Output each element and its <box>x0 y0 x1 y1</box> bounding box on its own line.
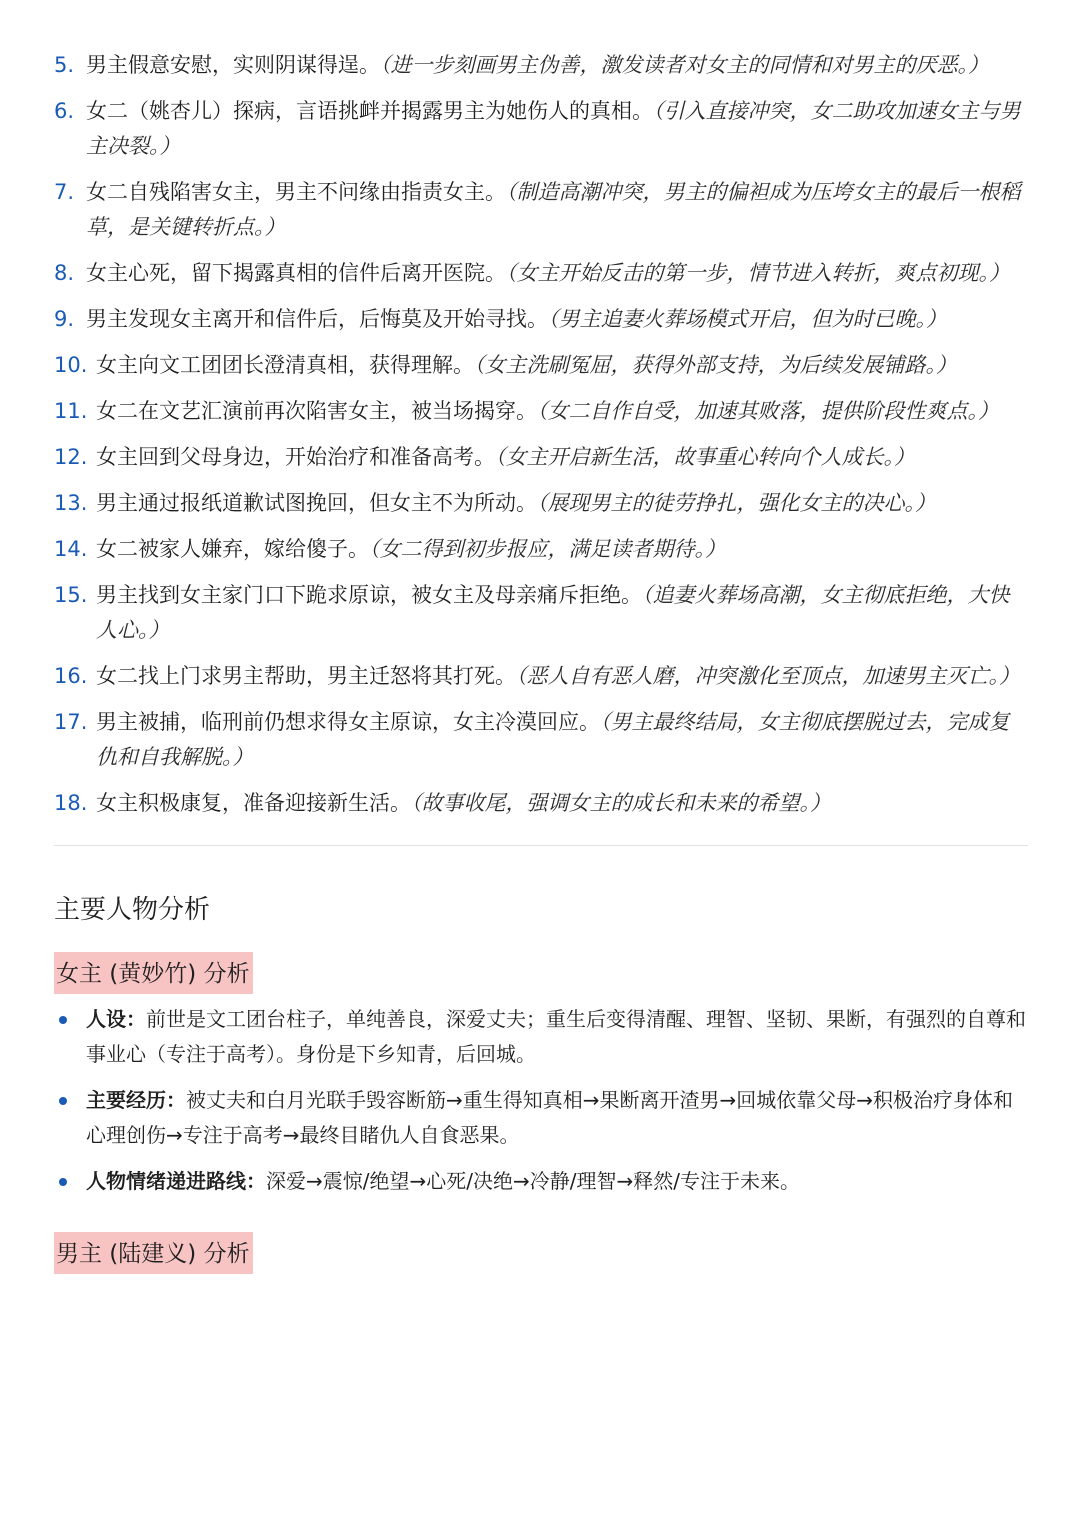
bullet-dot-icon <box>59 1178 67 1186</box>
plot-item <box>54 786 1028 821</box>
plot-item-number: 14. <box>54 537 88 561</box>
section-divider <box>54 845 1028 846</box>
plot-item-number: 5. <box>54 53 75 77</box>
plot-item-note: （引入直接冲突，女二助攻加速女主与男主决裂。） <box>86 99 1021 158</box>
bullet-dot-icon <box>59 1097 67 1105</box>
plot-item-note: （追妻火葬场高潮，女主彻底拒绝，大快人心。） <box>96 583 1010 642</box>
plot-item-number: 8. <box>54 261 75 285</box>
plot-item-number: 9. <box>54 307 75 331</box>
plot-item-note: （进一步刻画男主伪善，激发读者对女主的同情和对男主的厌恶。） <box>380 53 989 77</box>
plot-item-text: 男主通过报纸道歉试图挽回，但女主不为所动。 <box>96 491 537 515</box>
plot-item-number: 15. <box>54 583 88 607</box>
plot-item-text: 女主心死，留下揭露真相的信件后离开医院。 <box>86 261 506 285</box>
plot-item-note: （女主开启新生活，故事重心转向个人成长。） <box>495 445 915 469</box>
plot-item-text: 男主发现女主离开和信件后，后悔莫及开始寻找。 <box>86 307 548 331</box>
plot-item-note: （女二得到初步报应，满足读者期待。） <box>369 537 726 561</box>
trait-key: 主要经历： <box>86 1088 186 1112</box>
plot-item <box>54 175 1028 245</box>
plot-item <box>54 48 1028 83</box>
plot-item-note: （展现男主的徒劳挣扎，强化女主的决心。） <box>537 491 936 515</box>
plot-item-number: 16. <box>54 664 88 688</box>
plot-item <box>54 532 1028 567</box>
plot-item <box>54 94 1028 164</box>
plot-item-text: 女二找上门求男主帮助，男主迁怒将其打死。 <box>96 664 516 688</box>
plot-item-note: （女主开始反击的第一步，情节进入转折，爽点初现。） <box>506 261 1010 285</box>
plot-item <box>54 486 1028 521</box>
plot-outline-list <box>54 48 1028 821</box>
plot-item <box>54 302 1028 337</box>
plot-item-note: （故事收尾，强调女主的成长和未来的希望。） <box>411 791 831 815</box>
trait-key: 人设： <box>86 1007 146 1031</box>
plot-item-text: 女二被家人嫌弃，嫁给傻子。 <box>96 537 369 561</box>
plot-item <box>54 705 1028 775</box>
plot-item-text: 女二自残陷害女主，男主不问缘由指责女主。 <box>86 180 506 204</box>
trait-item <box>54 1002 1028 1072</box>
plot-item-text: 女主积极康复，准备迎接新生活。 <box>96 791 411 815</box>
plot-item-text: 男主找到女主家门口下跪求原谅，被女主及母亲痛斥拒绝。 <box>96 583 642 607</box>
female-lead-heading: 女主 (黄妙竹) 分析 <box>54 952 253 994</box>
plot-item-text: 女二在文艺汇演前再次陷害女主，被当场揭穿。 <box>96 399 537 423</box>
plot-item-text: 男主被捕，临刑前仍想求得女主原谅，女主冷漠回应。 <box>96 710 600 734</box>
female-lead-traits-list <box>54 1002 1028 1199</box>
section-title: 主要人物分析 <box>54 895 211 925</box>
plot-item-note: （制造高潮冲突，男主的偏袒成为压垮女主的最后一根稻草，是关键转折点。） <box>86 180 1021 239</box>
plot-item-number: 6. <box>54 99 75 123</box>
trait-item <box>54 1083 1028 1153</box>
plot-item-text: 女二（姚杏儿）探病，言语挑衅并揭露男主为她伤人的真相。 <box>86 99 653 123</box>
plot-item <box>54 659 1028 694</box>
trait-value: 被丈夫和白月光联手毁容断筋→重生得知真相→果断离开渣男→回城依靠父母→积极治疗身体和心理创伤→专注于高考→最终目睹仇人自食恶果。 <box>86 1088 1014 1147</box>
trait-value: 深爱→震惊/绝望→心死/决绝→冷静/理智→释然/专注于未来。 <box>266 1169 800 1193</box>
plot-item-note: （恶人自有恶人磨，冲突激化至顶点，加速男主灭亡。） <box>516 664 1020 688</box>
plot-item-note: （男主追妻火葬场模式开启，但为时已晚。） <box>548 307 947 331</box>
plot-item-note: （女主洗刷冤屈，获得外部支持，为后续发展铺路。） <box>474 353 957 377</box>
plot-item-number: 10. <box>54 353 88 377</box>
plot-item-text: 女主回到父母身边，开始治疗和准备高考。 <box>96 445 495 469</box>
trait-value: 前世是文工团台柱子，单纯善良，深爱丈夫；重生后变得清醒、理智、坚韧、果断，有强烈的自尊和事业心（专注于高考）。身份是下乡知青，后回城。 <box>86 1007 1026 1066</box>
plot-item-number: 18. <box>54 791 88 815</box>
plot-item-number: 11. <box>54 399 88 423</box>
plot-item-note: （男主最终结局，女主彻底摆脱过去，完成复仇和自我解脱。） <box>96 710 1010 769</box>
trait-key: 人物情绪递进路线： <box>86 1169 266 1193</box>
male-lead-heading: 男主 (陆建义) 分析 <box>54 1232 253 1274</box>
plot-item-number: 17. <box>54 710 88 734</box>
plot-item-note: （女二自作自受，加速其败落，提供阶段性爽点。） <box>537 399 999 423</box>
plot-item-number: 7. <box>54 180 75 204</box>
bullet-dot-icon <box>59 1016 67 1024</box>
trait-item <box>54 1164 1028 1199</box>
plot-item-text: 女主向文工团团长澄清真相，获得理解。 <box>96 353 474 377</box>
plot-item <box>54 348 1028 383</box>
plot-item <box>54 578 1028 648</box>
plot-item-number: 13. <box>54 491 88 515</box>
plot-item <box>54 440 1028 475</box>
plot-item <box>54 394 1028 429</box>
plot-item-number: 12. <box>54 445 88 469</box>
plot-item-text: 男主假意安慰，实则阴谋得逞。 <box>86 53 380 77</box>
plot-item <box>54 256 1028 291</box>
